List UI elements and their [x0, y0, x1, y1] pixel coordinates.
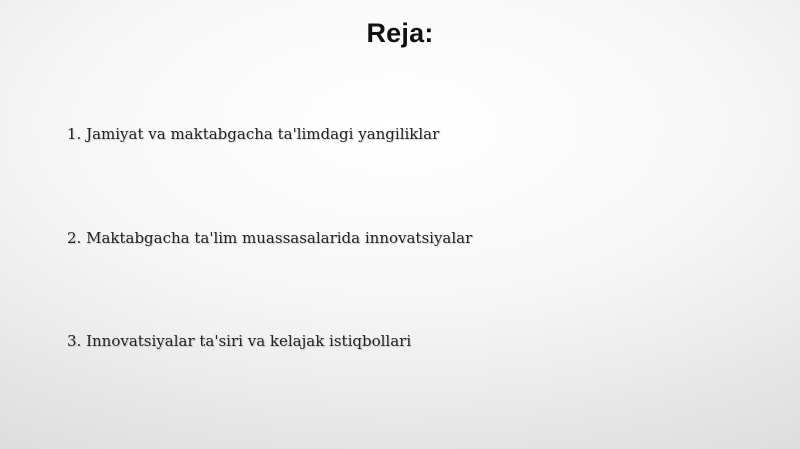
- plan-item-1: 1. Jamiyat va maktabgacha ta'limdagi yangiliklar: [67, 125, 440, 143]
- plan-item-3: 3. Innovatsiyalar ta'siri va kelajak istiqbollari: [67, 332, 412, 350]
- plan-item-2: 2. Maktabgacha ta'lim muassasalarida innovatsiyalar: [67, 229, 473, 247]
- slide-title: Reja:: [366, 18, 434, 48]
